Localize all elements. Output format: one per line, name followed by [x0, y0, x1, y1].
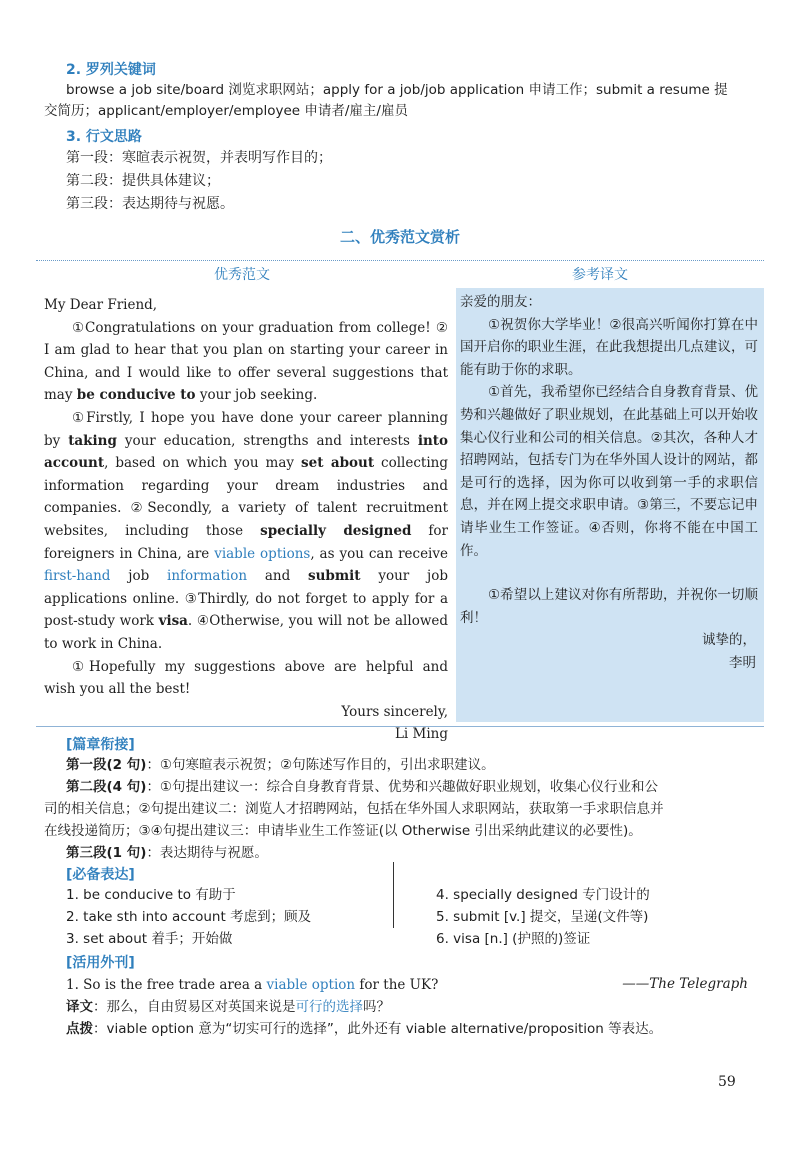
structure-para-1: 第一段(2 句)：①句寒暄表示祝贺；②句陈述写作目的，引出求职建议。 [66, 757, 495, 773]
structure-para-2-cont: 司的相关信息；②句提出建议二：浏览人才招聘网站，包括在华外国人求职网站，获取第一手求职信息并 [44, 801, 664, 817]
outline-heading: 3. 行文思路 [66, 129, 142, 145]
structure-para-2: 第二段(4 句)：①句提出建议一：综合自身教育背景、优势和兴趣做好职业规划，收集心仪行业和公 [66, 779, 659, 795]
section-divider [36, 726, 764, 727]
usage-source: ——The Telegraph [622, 976, 748, 992]
outline-item-3: 第三段：表达期待与祝愿。 [66, 196, 234, 212]
expressions-divider [393, 862, 394, 928]
essay-closing: Yours sincerely, [341, 703, 448, 720]
expression-5: 5. submit [v.] 提交，呈递(文件等) [436, 909, 649, 925]
translation-header: 参考译文 [572, 267, 628, 283]
outline-item-1: 第一段：寒暄表示祝贺，并表明写作目的； [66, 150, 332, 166]
usage-translation: 译文：那么，自由贸易区对英国来说是可行的选择吗？ [66, 999, 390, 1015]
usage-example: 1. So is the free trade area a viable option for the UK? [66, 977, 439, 993]
dotted-divider [36, 260, 764, 261]
essay-header: 优秀范文 [214, 267, 270, 283]
vocab-heading: 2. 罗列关键词 [66, 62, 156, 78]
structure-para-2-end: 在线投递简历；③④句提出建议三：申请毕业生工作签证(以 Otherwise 引出采纳此建议的必要性)。 [44, 823, 642, 839]
page-number: 59 [718, 1074, 736, 1090]
translation-paragraph-1: ①祝贺你大学毕业！②很高兴听闻你打算在中国开启你的职业生涯，在此我想提出几点建议，可能有助于你的求职。 [460, 316, 758, 378]
vocab-line-1: browse a job site/board 浏览求职网站；apply for a job/job application 申请工作；submit a resume 提 [66, 82, 728, 98]
vocab-line-2: 交简历；applicant/employer/employee 申请者/雇主/雇员 [44, 103, 408, 119]
essay-paragraph-1: ①Congratulations on your graduation from college! ② I am glad to hear that you plan on starting your career in China, and I would like to offer several suggestions that may be conducive to your job seeking. [44, 319, 448, 404]
usage-tip: 点拨：viable option 意为“切实可行的选择”，此外还有 viable alternative/proposition 等表达。 [66, 1021, 663, 1037]
expressions-tag: [必备表达] [66, 867, 135, 883]
translation-greeting: 亲爱的朋友： [460, 294, 541, 310]
translation-closing: 诚挚的， [702, 632, 756, 649]
structure-tag: [篇章衔接] [66, 737, 135, 753]
expression-6: 6. visa [n.] (护照的)签证 [436, 931, 591, 947]
translation-paragraph-2: ①首先，我希望你已经结合自身教育背景、优势和兴趣做好了职业规划，在此基础上可以开始收集心仪行业和公司的相关信息。②其次，各种人才招聘网站，包括专门为在华外国人设计的网站，都是可行的选择，因为你可以收到第一手的求职信息，并在网上提交求职申请。③第三，不要忘记申请毕业生工作签证。④否则，你将不能在中国工作。 [460, 384, 758, 559]
usage-tag: [活用外刊] [66, 955, 135, 971]
expression-4: 4. specially designed 专门设计的 [436, 887, 650, 903]
essay-paragraph-2: ①Firstly, I hope you have done your career planning by taking your education, strengths and interests into account, based on which you may set about collecting information regarding your dream industries and companies. ②Secondly, a variety of talent recruitment websites, including those specially designed for foreigners in China, are viable options, as you can receive first-hand job information and submit your job applications online. ③Thirdly, do not forget to apply for a post-study work visa. ④Otherwise, you will not be allowed to work in China. [44, 409, 449, 652]
essay-body [44, 294, 448, 746]
expression-3: 3. set about 着手；开始做 [66, 931, 233, 947]
essay-greeting: My Dear Friend, [44, 297, 158, 313]
translation-signature: 李明 [729, 654, 756, 671]
translation-paragraph-3: ①希望以上建议对你有所帮助，并祝你一切顺利！ [460, 587, 758, 626]
section-title: 二、优秀范文赏析 [339, 228, 460, 246]
expression-1: 1. be conducive to 有助于 [66, 887, 236, 903]
essay-signature: Li Ming [394, 726, 448, 743]
expression-2: 2. take sth into account 考虑到；顾及 [66, 909, 312, 925]
essay-paragraph-3: ①Hopefully my suggestions above are helpful and wish you all the best! [44, 658, 448, 698]
structure-para-3: 第三段(1 句)：表达期待与祝愿。 [66, 845, 268, 861]
translation-body [460, 291, 758, 675]
outline-item-2: 第二段：提供具体建议； [66, 173, 220, 189]
